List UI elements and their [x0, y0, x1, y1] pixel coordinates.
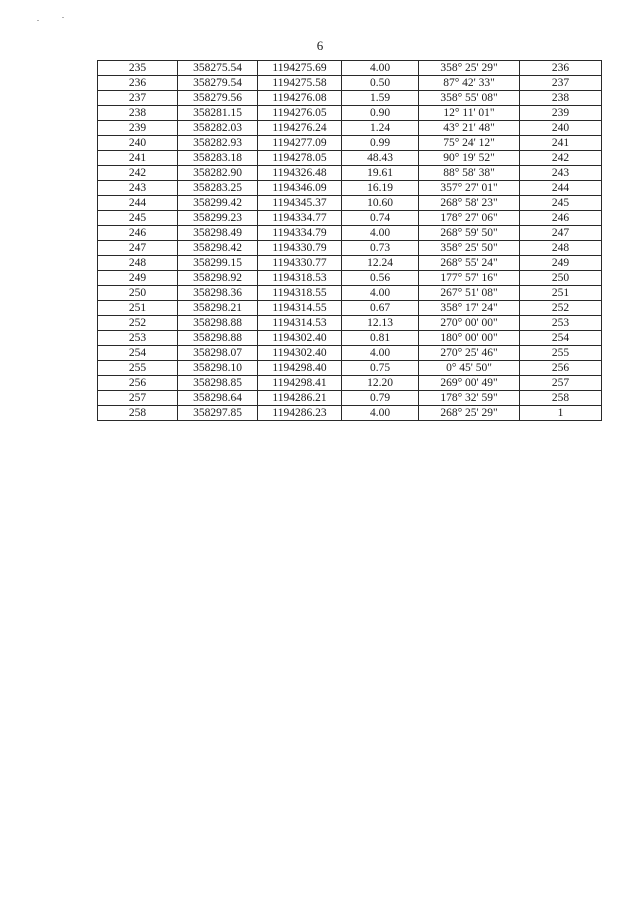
y-coordinate-cell: 1194334.79 — [258, 226, 342, 241]
point-number-cell: 241 — [98, 151, 178, 166]
x-coordinate-cell: 358298.10 — [178, 361, 258, 376]
distance-cell: 0.75 — [342, 361, 419, 376]
next-point-cell: 1 — [520, 406, 602, 421]
point-number-cell: 255 — [98, 361, 178, 376]
point-number-cell: 242 — [98, 166, 178, 181]
point-number-cell: 253 — [98, 331, 178, 346]
bearing-cell: 178° 27' 06" — [419, 211, 520, 226]
bearing-cell: 358° 55' 08" — [419, 91, 520, 106]
y-coordinate-cell: 1194346.09 — [258, 181, 342, 196]
y-coordinate-cell: 1194275.69 — [258, 61, 342, 76]
distance-cell: 0.50 — [342, 76, 419, 91]
table-row — [98, 346, 602, 361]
x-coordinate-cell: 358298.92 — [178, 271, 258, 286]
table-row — [98, 316, 602, 331]
distance-cell: 12.13 — [342, 316, 419, 331]
point-number-cell: 239 — [98, 121, 178, 136]
distance-cell: 12.20 — [342, 376, 419, 391]
y-coordinate-cell: 1194330.77 — [258, 256, 342, 271]
point-number-cell: 238 — [98, 106, 178, 121]
x-coordinate-cell: 358279.56 — [178, 91, 258, 106]
table-row — [98, 361, 602, 376]
y-coordinate-cell: 1194314.53 — [258, 316, 342, 331]
point-number-cell: 236 — [98, 76, 178, 91]
table-row — [98, 241, 602, 256]
x-coordinate-cell: 358283.18 — [178, 151, 258, 166]
point-number-cell: 246 — [98, 226, 178, 241]
table-row — [98, 226, 602, 241]
bearing-cell: 357° 27' 01" — [419, 181, 520, 196]
bearing-cell: 177° 57' 16" — [419, 271, 520, 286]
distance-cell: 4.00 — [342, 226, 419, 241]
distance-cell: 4.00 — [342, 286, 419, 301]
y-coordinate-cell: 1194330.79 — [258, 241, 342, 256]
next-point-cell: 257 — [520, 376, 602, 391]
x-coordinate-cell: 358282.03 — [178, 121, 258, 136]
bearing-cell: 358° 25' 50" — [419, 241, 520, 256]
x-coordinate-cell: 358279.54 — [178, 76, 258, 91]
x-coordinate-cell: 358282.90 — [178, 166, 258, 181]
distance-cell: 16.19 — [342, 181, 419, 196]
distance-cell: 0.90 — [342, 106, 419, 121]
next-point-cell: 244 — [520, 181, 602, 196]
table-row — [98, 196, 602, 211]
point-number-cell: 254 — [98, 346, 178, 361]
table-row — [98, 91, 602, 106]
point-number-cell: 248 — [98, 256, 178, 271]
distance-cell: 4.00 — [342, 61, 419, 76]
y-coordinate-cell: 1194318.53 — [258, 271, 342, 286]
y-coordinate-cell: 1194345.37 — [258, 196, 342, 211]
next-point-cell: 242 — [520, 151, 602, 166]
x-coordinate-cell: 358297.85 — [178, 406, 258, 421]
next-point-cell: 239 — [520, 106, 602, 121]
y-coordinate-cell: 1194277.09 — [258, 136, 342, 151]
y-coordinate-cell: 1194302.40 — [258, 346, 342, 361]
table-row — [98, 136, 602, 151]
next-point-cell: 254 — [520, 331, 602, 346]
y-coordinate-cell: 1194334.77 — [258, 211, 342, 226]
distance-cell: 0.81 — [342, 331, 419, 346]
bearing-cell: 0° 45' 50" — [419, 361, 520, 376]
y-coordinate-cell: 1194318.55 — [258, 286, 342, 301]
point-number-cell: 252 — [98, 316, 178, 331]
x-coordinate-cell: 358298.21 — [178, 301, 258, 316]
scan-speck — [37, 20, 39, 21]
bearing-cell: 75° 24' 12" — [419, 136, 520, 151]
next-point-cell: 241 — [520, 136, 602, 151]
y-coordinate-cell: 1194286.23 — [258, 406, 342, 421]
distance-cell: 10.60 — [342, 196, 419, 211]
next-point-cell: 251 — [520, 286, 602, 301]
bearing-cell: 268° 25' 29" — [419, 406, 520, 421]
y-coordinate-cell: 1194276.24 — [258, 121, 342, 136]
point-number-cell: 251 — [98, 301, 178, 316]
distance-cell: 4.00 — [342, 406, 419, 421]
distance-cell: 0.79 — [342, 391, 419, 406]
table-row — [98, 181, 602, 196]
distance-cell: 48.43 — [342, 151, 419, 166]
page-number: 6 — [316, 38, 324, 53]
next-point-cell: 246 — [520, 211, 602, 226]
x-coordinate-cell: 358298.07 — [178, 346, 258, 361]
next-point-cell: 249 — [520, 256, 602, 271]
next-point-cell: 255 — [520, 346, 602, 361]
distance-cell: 0.73 — [342, 241, 419, 256]
bearing-cell: 269° 00' 49" — [419, 376, 520, 391]
y-coordinate-cell: 1194298.41 — [258, 376, 342, 391]
table-row — [98, 406, 602, 421]
y-coordinate-cell: 1194286.21 — [258, 391, 342, 406]
next-point-cell: 237 — [520, 76, 602, 91]
point-number-cell: 247 — [98, 241, 178, 256]
next-point-cell: 256 — [520, 361, 602, 376]
distance-cell: 0.56 — [342, 271, 419, 286]
next-point-cell: 245 — [520, 196, 602, 211]
table-row — [98, 286, 602, 301]
point-number-cell: 249 — [98, 271, 178, 286]
x-coordinate-cell: 358298.85 — [178, 376, 258, 391]
point-number-cell: 244 — [98, 196, 178, 211]
table-row — [98, 376, 602, 391]
x-coordinate-cell: 358298.42 — [178, 241, 258, 256]
distance-cell: 0.67 — [342, 301, 419, 316]
y-coordinate-cell: 1194276.05 — [258, 106, 342, 121]
table-row — [98, 301, 602, 316]
next-point-cell: 252 — [520, 301, 602, 316]
x-coordinate-cell: 358298.64 — [178, 391, 258, 406]
bearing-cell: 178° 32' 59" — [419, 391, 520, 406]
bearing-cell: 268° 58' 23" — [419, 196, 520, 211]
table-row — [98, 331, 602, 346]
y-coordinate-cell: 1194298.40 — [258, 361, 342, 376]
x-coordinate-cell: 358281.15 — [178, 106, 258, 121]
scan-speck — [62, 17, 64, 18]
next-point-cell: 248 — [520, 241, 602, 256]
x-coordinate-cell: 358299.42 — [178, 196, 258, 211]
bearing-cell: 90° 19' 52" — [419, 151, 520, 166]
y-coordinate-cell: 1194275.58 — [258, 76, 342, 91]
y-coordinate-cell: 1194326.48 — [258, 166, 342, 181]
bearing-cell: 358° 25' 29" — [419, 61, 520, 76]
table-row — [98, 391, 602, 406]
table-row — [98, 256, 602, 271]
table-row — [98, 106, 602, 121]
bearing-cell: 180° 00' 00" — [419, 331, 520, 346]
distance-cell: 1.24 — [342, 121, 419, 136]
distance-cell: 12.24 — [342, 256, 419, 271]
x-coordinate-cell: 358298.36 — [178, 286, 258, 301]
coordinates-table-body — [98, 61, 602, 421]
point-number-cell: 258 — [98, 406, 178, 421]
point-number-cell: 250 — [98, 286, 178, 301]
bearing-cell: 43° 21' 48" — [419, 121, 520, 136]
y-coordinate-cell: 1194278.05 — [258, 151, 342, 166]
x-coordinate-cell: 358299.23 — [178, 211, 258, 226]
bearing-cell: 88° 58' 38" — [419, 166, 520, 181]
table-row — [98, 121, 602, 136]
bearing-cell: 87° 42' 33" — [419, 76, 520, 91]
next-point-cell: 247 — [520, 226, 602, 241]
bearing-cell: 270° 25' 46" — [419, 346, 520, 361]
distance-cell: 0.74 — [342, 211, 419, 226]
next-point-cell: 243 — [520, 166, 602, 181]
distance-cell: 1.59 — [342, 91, 419, 106]
table-row — [98, 166, 602, 181]
bearing-cell: 267° 51' 08" — [419, 286, 520, 301]
bearing-cell: 268° 55' 24" — [419, 256, 520, 271]
table-row — [98, 61, 602, 76]
next-point-cell: 258 — [520, 391, 602, 406]
next-point-cell: 236 — [520, 61, 602, 76]
point-number-cell: 243 — [98, 181, 178, 196]
coordinates-table — [97, 60, 602, 421]
x-coordinate-cell: 358299.15 — [178, 256, 258, 271]
distance-cell: 4.00 — [342, 346, 419, 361]
table-row — [98, 211, 602, 226]
point-number-cell: 235 — [98, 61, 178, 76]
table-row — [98, 76, 602, 91]
bearing-cell: 12° 11' 01" — [419, 106, 520, 121]
x-coordinate-cell: 358298.88 — [178, 316, 258, 331]
next-point-cell: 253 — [520, 316, 602, 331]
y-coordinate-cell: 1194276.08 — [258, 91, 342, 106]
bearing-cell: 270° 00' 00" — [419, 316, 520, 331]
point-number-cell: 237 — [98, 91, 178, 106]
x-coordinate-cell: 358298.88 — [178, 331, 258, 346]
table-row — [98, 151, 602, 166]
y-coordinate-cell: 1194314.55 — [258, 301, 342, 316]
point-number-cell: 256 — [98, 376, 178, 391]
point-number-cell: 257 — [98, 391, 178, 406]
x-coordinate-cell: 358283.25 — [178, 181, 258, 196]
distance-cell: 19.61 — [342, 166, 419, 181]
bearing-cell: 268° 59' 50" — [419, 226, 520, 241]
x-coordinate-cell: 358298.49 — [178, 226, 258, 241]
point-number-cell: 245 — [98, 211, 178, 226]
y-coordinate-cell: 1194302.40 — [258, 331, 342, 346]
table-row — [98, 271, 602, 286]
distance-cell: 0.99 — [342, 136, 419, 151]
point-number-cell: 240 — [98, 136, 178, 151]
bearing-cell: 358° 17' 24" — [419, 301, 520, 316]
x-coordinate-cell: 358275.54 — [178, 61, 258, 76]
next-point-cell: 250 — [520, 271, 602, 286]
next-point-cell: 240 — [520, 121, 602, 136]
x-coordinate-cell: 358282.93 — [178, 136, 258, 151]
next-point-cell: 238 — [520, 91, 602, 106]
